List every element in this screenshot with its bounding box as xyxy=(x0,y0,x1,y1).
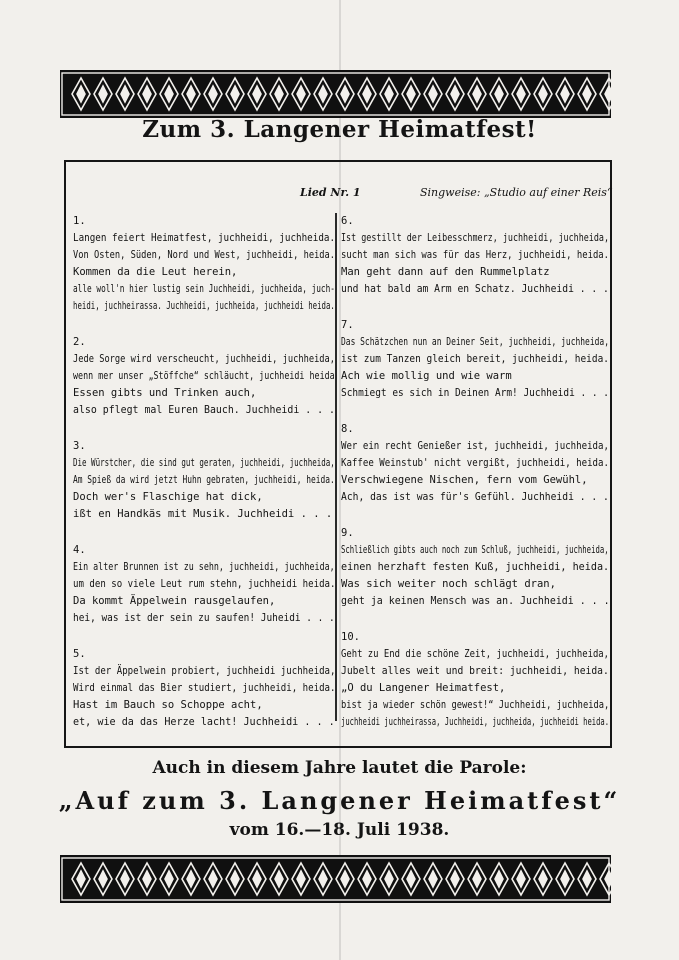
verse xyxy=(341,525,609,610)
verse xyxy=(73,213,335,315)
verse-line: einen herzhaft festen Kuß, juchheidi, heida. xyxy=(341,561,610,573)
verse-number: 7. xyxy=(341,319,354,331)
verse-line: Geht zu End die schöne Zeit, juchheidi, juchheida, xyxy=(341,648,610,660)
verse-line: Was sich weiter noch schlägt dran, xyxy=(341,578,556,590)
verse-line: Hast im Bauch so Schoppe acht, xyxy=(73,699,263,711)
verse-line: Kommen da die Leut herein, xyxy=(73,266,238,278)
verse-line: und hat bald am Arm en Schatz. Juchheidi . . . xyxy=(341,283,609,295)
verse-number: 8. xyxy=(341,423,354,435)
verse-line: Ist gestillt der Leibesschmerz, juchheidi, juchheida, xyxy=(341,232,610,244)
verse-line: ißt en Handkäs mit Musik. Juchheidi . . . xyxy=(73,508,333,520)
verse-line: Jede Sorge wird verscheucht, juchheidi, juchheida, xyxy=(73,353,336,365)
verse-number: 6. xyxy=(341,215,354,227)
verse-line: Schließlich gibts auch noch zum Schluß, juchheidi, juchheida, xyxy=(341,544,609,556)
verse-line: sucht man sich was für das Herz, juchheidi, heida. xyxy=(341,249,610,261)
verse-line: Doch wer's Flaschige hat dick, xyxy=(73,491,263,503)
verse-line: geht ja keinen Mensch was an. Juchheidi . . . xyxy=(341,595,610,607)
verse-line: Man geht dann auf den Rummelplatz xyxy=(341,266,550,278)
verse-line: Da kommt Äppelwein rausgelaufen, xyxy=(73,595,276,607)
slogan: „Auf zum 3. Langener Heimatfest“ xyxy=(58,786,621,815)
verse-line: juchheidi juchheirassa, Juchheidi, juchheida, juchheidi heida. xyxy=(341,716,610,728)
page-title: Zum 3. Langener Heimatfest! xyxy=(142,116,537,143)
verse-line: heidi, juchheirassa. Juchheidi, juchheida, juchheidi heida. xyxy=(73,300,335,312)
verse xyxy=(341,317,609,402)
verse-line: Wer ein recht Genießer ist, juchheidi, juchheida, xyxy=(341,440,609,452)
verse-line: et, wie da das Herze lacht! Juchheidi . . . xyxy=(73,716,335,728)
verse-number: 10. xyxy=(341,631,360,643)
verse-number: 3. xyxy=(73,440,86,452)
verse-line: Von Osten, Süden, Nord und West, juchheidi, heida. xyxy=(73,249,336,261)
verse-number: 9. xyxy=(341,527,354,539)
ornamental-border-top xyxy=(60,70,611,118)
verse-line: Langen feiert Heimatfest, juchheidi, juchheida. xyxy=(73,232,336,244)
verse-line: Wird einmal das Bier studiert, juchheidi, heida. xyxy=(73,682,336,694)
verse xyxy=(341,421,609,506)
verse-line: ist zum Tanzen gleich bereit, juchheidi, heida. xyxy=(341,353,610,365)
verse-number: 2. xyxy=(73,336,86,348)
verse-line: Ist der Äppelwein probiert, juchheidi juchheida, xyxy=(73,665,336,677)
verse-line: um den so viele Leut rum stehn, juchheidi heida. xyxy=(73,578,336,590)
verse xyxy=(73,334,335,419)
verse-number: 1. xyxy=(73,215,86,227)
verse-line: wenn mer unser „Stöffche“ schläucht, juchheidi heida xyxy=(73,370,335,382)
verse xyxy=(73,438,335,523)
verse-number: 4. xyxy=(73,544,86,556)
festival-dates: vom 16.—18. Juli 1938. xyxy=(229,820,450,840)
verse-line: Am Spieß da wird jetzt Huhn gebraten, juchheidi, heida. xyxy=(73,474,335,486)
verse-line: Schmiegt es sich in Deinen Arm! Juchheidi . . . xyxy=(341,387,610,399)
verse-line: Die Würstcher, die sind gut geraten, juchheidi, juchheida, xyxy=(73,457,335,469)
verse-line: Verschwiegene Nischen, fern vom Gewühl, xyxy=(341,474,588,486)
verse-line: Ein alter Brunnen ist zu sehn, juchheidi, juchheida, xyxy=(73,561,335,573)
verse-column-left xyxy=(73,213,335,750)
verse-line: alle woll'n hier lustig sein Juchheidi, juchheida, juch- xyxy=(73,283,335,295)
diamond-ornament-icon xyxy=(60,70,611,118)
verse-number: 5. xyxy=(73,648,86,660)
verse-line: hei, was ist der sein zu saufen! Juheidi . . . xyxy=(73,612,335,624)
verse xyxy=(341,629,609,731)
column-divider xyxy=(335,213,337,721)
ornamental-border-bottom xyxy=(60,855,611,903)
verse xyxy=(73,542,335,627)
verse-line: Essen gibts und Trinken auch, xyxy=(73,387,257,399)
verse-line: Kaffee Weinstub' nicht vergißt, juchheidi, heida. xyxy=(341,457,609,469)
diamond-ornament-icon xyxy=(60,855,611,903)
verse xyxy=(341,213,609,298)
song-number: Lied Nr. 1 xyxy=(300,186,361,199)
melody-note: Singweise: „Studio auf einer Reis“ xyxy=(420,186,613,199)
verse-line: Ach, das ist was für's Gefühl. Juchheidi . . . xyxy=(341,491,609,503)
verse-line: bist ja wieder schön gewest!“ Juchheidi, juchheida, xyxy=(341,699,610,711)
verse-line: „O du Langener Heimatfest, xyxy=(341,682,506,694)
slogan-intro: Auch in diesem Jahre lautet die Parole: xyxy=(152,758,527,778)
verse-line: Jubelt alles weit und breit: juchheidi, heida. xyxy=(341,665,609,677)
verse-line: also pflegt mal Euren Bauch. Juchheidi . . . xyxy=(73,404,336,416)
verse-line: Das Schätzchen nun an Deiner Seit, juchheidi, juchheida, xyxy=(341,336,609,348)
verse-column-right xyxy=(341,213,609,750)
verse xyxy=(73,646,335,731)
verse-line: Ach wie mollig und wie warm xyxy=(341,370,512,382)
